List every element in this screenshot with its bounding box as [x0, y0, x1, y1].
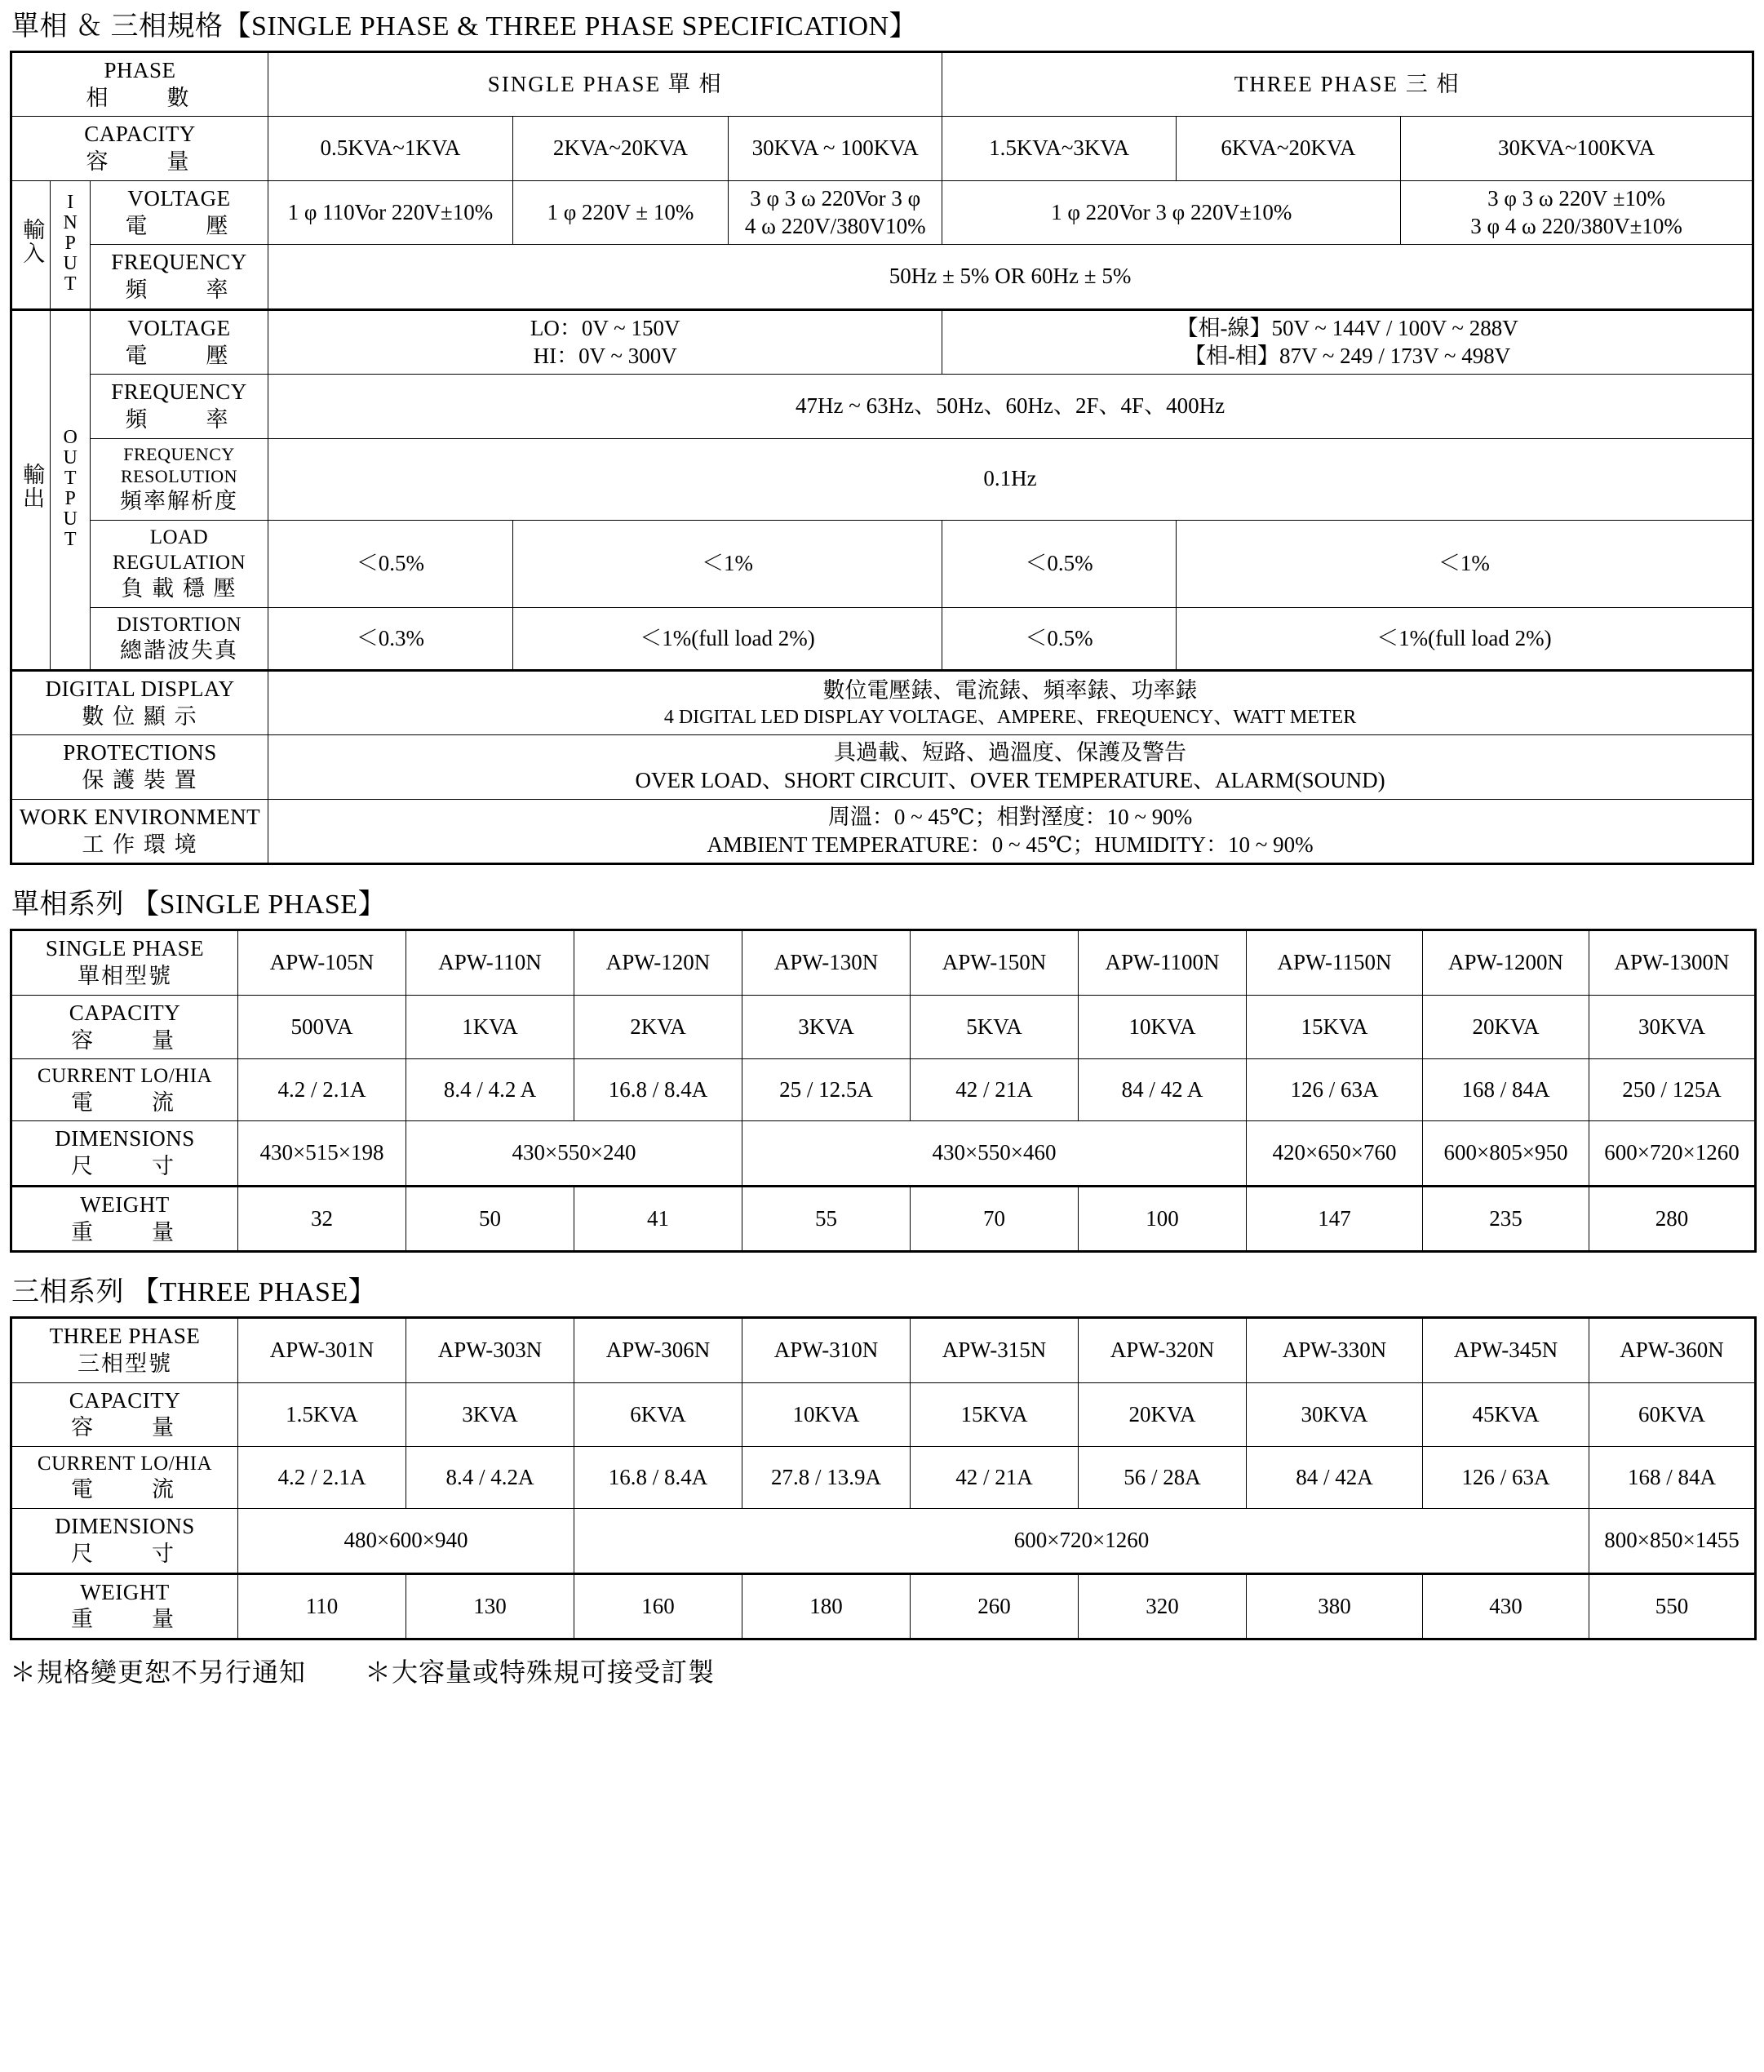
table-row-digital-display	[11, 670, 1753, 735]
output-frequency-label-en: FREQUENCY	[111, 379, 247, 405]
capacity-cell: 6KVA	[574, 1382, 742, 1447]
table-row-dimensions	[11, 1121, 1756, 1187]
dimensions-cell: 600×805×950	[1423, 1121, 1589, 1187]
capacity-cell: 30KVA	[1247, 1382, 1423, 1447]
single-phase-model-label-en: SINGLE PHASE	[45, 936, 205, 961]
frequency-resolution-value: 0.1Hz	[268, 438, 1753, 520]
input-side-text-en: I N P U T	[63, 191, 78, 295]
capacity-cell: 45KVA	[1423, 1382, 1589, 1447]
current-cell: 16.8 / 8.4A	[574, 1447, 742, 1509]
capacity-cell: 30KVA	[1589, 995, 1756, 1059]
table-row-weight	[11, 1186, 1756, 1252]
input-voltage-line1: 3 φ 3 ω 220Vor 3 φ	[750, 185, 921, 211]
three-phase-model-label-en: THREE PHASE	[49, 1324, 201, 1349]
output-side-label-zh	[11, 309, 51, 670]
table-row-phase	[11, 51, 1753, 117]
distortion-value: ＜1%(full load 2%)	[512, 607, 942, 670]
current-cell: 27.8 / 13.9A	[742, 1447, 911, 1509]
digital-display-line1: 數位電壓錶、電流錶、頻率錶、功率錶	[822, 677, 1198, 703]
weight-cell: 41	[574, 1186, 742, 1252]
capacity-value: 30KVA~100KVA	[1401, 117, 1753, 181]
capacity-cell: 20KVA	[1423, 995, 1589, 1059]
output-voltage-three	[942, 309, 1753, 375]
table-row-distortion	[11, 607, 1753, 670]
three-phase-dimensions-label-zh: 尺 寸	[71, 1541, 179, 1566]
input-voltage-label	[90, 180, 268, 245]
single-phase-weight-label-en: WEIGHT	[80, 1191, 170, 1217]
single-phase-capacity-label	[11, 995, 238, 1059]
current-cell: 84 / 42A	[1247, 1447, 1423, 1509]
model-cell: APW-1300N	[1589, 930, 1756, 996]
model-cell: APW-110N	[406, 930, 574, 996]
capacity-cell: 3KVA	[406, 1382, 574, 1447]
input-frequency-label	[90, 245, 268, 310]
distortion-label-zh: 總諧波失真	[120, 638, 238, 663]
phase-label-en: PHASE	[104, 57, 176, 82]
capacity-value: 2KVA~20KVA	[512, 117, 728, 181]
three-phase-capacity-label	[11, 1382, 238, 1447]
three-phase-weight-label-en: WEIGHT	[80, 1579, 170, 1604]
current-cell: 126 / 63A	[1423, 1447, 1589, 1509]
current-cell: 168 / 84A	[1423, 1059, 1589, 1121]
load-regulation-value: ＜0.5%	[942, 520, 1176, 607]
table-row-model	[11, 930, 1756, 996]
model-cell: APW-301N	[238, 1318, 406, 1383]
current-cell: 4.2 / 2.1A	[238, 1059, 406, 1121]
current-cell: 25 / 12.5A	[742, 1059, 911, 1121]
three-phase-title: 三相系列 【THREE PHASE】	[11, 1277, 377, 1308]
output-side-label-en	[51, 309, 90, 670]
three-phase-model-label-zh: 三相型號	[78, 1351, 172, 1376]
load-regulation-value: ＜1%	[512, 520, 942, 607]
weight-cell: 280	[1589, 1186, 1756, 1252]
single-phase-current-label-en: CURRENT LO/HIA	[37, 1065, 213, 1088]
footer-note-2: ＊大容量或特殊規可接受訂製	[365, 1657, 716, 1688]
distortion-value: ＜0.3%	[268, 607, 513, 670]
work-environment-label-zh: 工 作 環 境	[82, 832, 198, 857]
capacity-cell: 2KVA	[574, 995, 742, 1059]
capacity-label	[11, 117, 268, 181]
output-frequency-value: 47Hz ~ 63Hz、50Hz、60Hz、2F、4F、400Hz	[268, 375, 1753, 439]
capacity-label-zh: 容 量	[86, 149, 194, 175]
input-voltage-value: 1 φ 220Vor 3 φ 220V±10%	[942, 180, 1401, 245]
single-phase-model-label-zh: 單相型號	[78, 964, 172, 989]
three-phase-weight-label-zh: 重 量	[71, 1607, 179, 1632]
three-phase-current-label	[11, 1447, 238, 1509]
output-voltage-phase-line: 【相-線】50V ~ 144V / 100V ~ 288V	[1176, 315, 1518, 340]
capacity-cell: 1KVA	[406, 995, 574, 1059]
weight-cell: 260	[911, 1573, 1079, 1639]
table-row-model	[11, 1318, 1756, 1383]
specification-table	[10, 51, 1754, 866]
input-side-label-zh	[11, 180, 51, 309]
three-phase-dimensions-label	[11, 1509, 238, 1574]
output-voltage-single	[268, 309, 942, 375]
input-side-label-en	[51, 180, 90, 309]
weight-cell: 160	[574, 1573, 742, 1639]
footer-notes	[10, 1652, 1754, 1689]
digital-display-value	[268, 670, 1753, 735]
weight-cell: 380	[1247, 1573, 1423, 1639]
work-environment-label-en: WORK ENVIRONMENT	[19, 804, 261, 829]
output-voltage-label-zh: 電 壓	[125, 343, 233, 368]
capacity-cell: 15KVA	[911, 1382, 1079, 1447]
current-cell: 168 / 84A	[1589, 1447, 1756, 1509]
single-phase-weight-label-zh: 重 量	[71, 1219, 179, 1245]
table-row-capacity	[11, 117, 1753, 181]
protections-line2: OVER LOAD、SHORT CIRCUIT、OVER TEMPERATURE、ALARM(SOUND)	[635, 768, 1385, 793]
capacity-cell: 60KVA	[1589, 1382, 1756, 1447]
frequency-resolution-label	[90, 438, 268, 520]
capacity-value: 6KVA~20KVA	[1176, 117, 1400, 181]
model-cell: APW-130N	[742, 930, 911, 996]
capacity-cell: 3KVA	[742, 995, 911, 1059]
single-phase-current-label	[11, 1059, 238, 1121]
weight-cell: 180	[742, 1573, 911, 1639]
digital-display-label-zh: 數 位 顯 示	[82, 703, 198, 729]
weight-cell: 100	[1079, 1186, 1247, 1252]
current-cell: 8.4 / 4.2 A	[406, 1059, 574, 1121]
dimensions-cell: 800×850×1455	[1589, 1509, 1756, 1574]
model-cell: APW-120N	[574, 930, 742, 996]
input-frequency-value: 50Hz ± 5% OR 60Hz ± 5%	[268, 245, 1753, 310]
protections-line1: 具過載、短路、過溫度、保護及警告	[834, 740, 1187, 765]
output-voltage-lo: LO：0V ~ 150V	[530, 315, 680, 340]
three-phase-current-label-en: CURRENT LO/HIA	[37, 1453, 213, 1475]
three-phase-capacity-label-en: CAPACITY	[69, 1387, 181, 1413]
dimensions-cell: 430×515×198	[238, 1121, 406, 1187]
weight-cell: 430	[1423, 1573, 1589, 1639]
output-frequency-label-zh: 頻 率	[125, 407, 233, 433]
current-cell: 42 / 21A	[911, 1447, 1079, 1509]
capacity-cell: 10KVA	[742, 1382, 911, 1447]
load-regulation-label-en: LOAD REGULATION	[112, 526, 246, 574]
capacity-cell: 500VA	[238, 995, 406, 1059]
model-cell: APW-150N	[911, 930, 1079, 996]
single-phase-title: 單相系列 【SINGLE PHASE】	[11, 890, 387, 921]
input-frequency-label-zh: 頻 率	[125, 277, 233, 303]
three-phase-table	[10, 1316, 1757, 1640]
table-row-frequency-resolution	[11, 438, 1753, 520]
output-voltage-label-en: VOLTAGE	[127, 315, 231, 340]
phase-label	[11, 51, 268, 117]
table-row-capacity	[11, 995, 1756, 1059]
output-voltage-label	[90, 309, 268, 375]
three-phase-weight-label	[11, 1573, 238, 1639]
output-voltage-phase-phase: 【相-相】87V ~ 249 / 173V ~ 498V	[1184, 343, 1511, 368]
capacity-cell: 1.5KVA	[238, 1382, 406, 1447]
single-phase-table	[10, 929, 1757, 1253]
work-environment-value	[268, 799, 1753, 864]
model-cell: APW-315N	[911, 1318, 1079, 1383]
model-cell: APW-330N	[1247, 1318, 1423, 1383]
three-phase-model-label	[11, 1318, 238, 1383]
weight-cell: 50	[406, 1186, 574, 1252]
weight-cell: 55	[742, 1186, 911, 1252]
weight-cell: 130	[406, 1573, 574, 1639]
current-cell: 250 / 125A	[1589, 1059, 1756, 1121]
single-phase-capacity-label-en: CAPACITY	[69, 1000, 181, 1025]
model-cell: APW-320N	[1079, 1318, 1247, 1383]
table-row-current	[11, 1447, 1756, 1509]
current-cell: 16.8 / 8.4A	[574, 1059, 742, 1121]
frequency-resolution-label-en: FREQUENCY RESOLUTION	[120, 443, 238, 487]
input-voltage-value	[1401, 180, 1753, 245]
model-cell: APW-303N	[406, 1318, 574, 1383]
dimensions-cell: 430×550×240	[406, 1121, 742, 1187]
current-cell: 126 / 63A	[1247, 1059, 1423, 1121]
input-voltage-value: 1 φ 110Vor 220V±10%	[268, 180, 513, 245]
capacity-cell: 10KVA	[1079, 995, 1247, 1059]
dimensions-cell: 420×650×760	[1247, 1121, 1423, 1187]
table-row-input-frequency	[11, 245, 1753, 310]
spec-table-title: 單相 ＆ 三相規格【SINGLE PHASE & THREE PHASE SPECIFICATION】	[11, 11, 918, 42]
current-cell: 8.4 / 4.2A	[406, 1447, 574, 1509]
model-cell: APW-1200N	[1423, 930, 1589, 996]
three-phase-dimensions-label-en: DIMENSIONS	[55, 1514, 195, 1539]
table-row-input-voltage	[11, 180, 1753, 245]
table-row-capacity	[11, 1382, 1756, 1447]
load-regulation-value: ＜1%	[1176, 520, 1753, 607]
current-cell: 4.2 / 2.1A	[238, 1447, 406, 1509]
input-frequency-label-en: FREQUENCY	[111, 250, 247, 275]
table-row-output-voltage	[11, 309, 1753, 375]
table-row-output-frequency	[11, 375, 1753, 439]
table-row-dimensions	[11, 1509, 1756, 1574]
input-voltage-line1: 3 φ 3 ω 220V ±10%	[1487, 185, 1666, 211]
distortion-label-en: DISTORTION	[116, 613, 242, 636]
single-phase-dimensions-label-en: DIMENSIONS	[55, 1126, 195, 1151]
output-voltage-hi: HI：0V ~ 300V	[533, 343, 677, 368]
table-row-load-regulation	[11, 520, 1753, 607]
weight-cell: 147	[1247, 1186, 1423, 1252]
weight-cell: 550	[1589, 1573, 1756, 1639]
weight-cell: 70	[911, 1186, 1079, 1252]
input-voltage-label-zh: 電 壓	[125, 213, 233, 238]
frequency-resolution-label-zh: 頻率解析度	[120, 488, 238, 513]
model-cell: APW-306N	[574, 1318, 742, 1383]
capacity-value: 0.5KVA~1KVA	[268, 117, 513, 181]
load-regulation-value: ＜0.5%	[268, 520, 513, 607]
table-row-protections	[11, 735, 1753, 800]
distortion-value: ＜1%(full load 2%)	[1176, 607, 1753, 670]
load-regulation-label-zh: 負 載 穩 壓	[121, 576, 237, 601]
model-cell: APW-1100N	[1079, 930, 1247, 996]
protections-value	[268, 735, 1753, 800]
output-side-text: 輸出	[20, 463, 45, 511]
table-row-current	[11, 1059, 1756, 1121]
capacity-cell: 5KVA	[911, 995, 1079, 1059]
dimensions-cell: 430×550×460	[742, 1121, 1247, 1187]
work-environment-label	[11, 799, 268, 864]
table-row-weight	[11, 1573, 1756, 1639]
model-cell: APW-310N	[742, 1318, 911, 1383]
model-cell: APW-105N	[238, 930, 406, 996]
input-side-text: 輸入	[20, 217, 45, 265]
protections-label	[11, 735, 268, 800]
dimensions-cell: 600×720×1260	[574, 1509, 1589, 1574]
protections-label-zh: 保 護 裝 置	[82, 768, 198, 793]
protections-label-en: PROTECTIONS	[63, 740, 217, 765]
input-voltage-value: 1 φ 220V ± 10%	[512, 180, 728, 245]
single-phase-dimensions-label	[11, 1121, 238, 1187]
work-environment-line2: AMBIENT TEMPERATURE：0 ~ 45℃；HUMIDITY：10 ~ 90%	[707, 832, 1314, 857]
three-phase-current-label-zh: 電 流	[71, 1477, 179, 1502]
distortion-label	[90, 607, 268, 670]
output-side-text-en: O U T P U T	[63, 426, 78, 551]
model-cell: APW-1150N	[1247, 930, 1423, 996]
digital-display-label-en: DIGITAL DISPLAY	[45, 676, 235, 701]
single-phase-weight-label	[11, 1186, 238, 1252]
capacity-value: 30KVA ~ 100KVA	[729, 117, 942, 181]
model-cell: APW-360N	[1589, 1318, 1756, 1383]
table-row-work-environment	[11, 799, 1753, 864]
phase-label-zh: 相 數	[86, 85, 194, 110]
dimensions-cell: 480×600×940	[238, 1509, 574, 1574]
three-phase-capacity-label-zh: 容 量	[71, 1415, 179, 1440]
weight-cell: 235	[1423, 1186, 1589, 1252]
output-frequency-label	[90, 375, 268, 439]
weight-cell: 110	[238, 1573, 406, 1639]
current-cell: 42 / 21A	[911, 1059, 1079, 1121]
input-voltage-label-en: VOLTAGE	[127, 185, 231, 211]
input-voltage-line2: 4 ω 220V/380V10%	[744, 213, 926, 238]
capacity-cell: 20KVA	[1079, 1382, 1247, 1447]
digital-display-line2: 4 DIGITAL LED DISPLAY VOLTAGE、AMPERE、FREQUENCY、WATT METER	[663, 706, 1357, 728]
single-phase-header: SINGLE PHASE 單 相	[268, 51, 942, 117]
work-environment-line1: 周溫：0 ~ 45℃；相對溼度：10 ~ 90%	[827, 804, 1193, 829]
capacity-label-en: CAPACITY	[84, 122, 196, 147]
current-cell: 84 / 42 A	[1079, 1059, 1247, 1121]
single-phase-dimensions-label-zh: 尺 寸	[71, 1154, 179, 1179]
weight-cell: 32	[238, 1186, 406, 1252]
weight-cell: 320	[1079, 1573, 1247, 1639]
input-voltage-line2: 3 φ 4 ω 220/380V±10%	[1470, 213, 1682, 238]
load-regulation-label	[90, 520, 268, 607]
input-voltage-value	[729, 180, 942, 245]
distortion-value: ＜0.5%	[942, 607, 1176, 670]
digital-display-label	[11, 670, 268, 735]
single-phase-capacity-label-zh: 容 量	[71, 1027, 179, 1053]
current-cell: 56 / 28A	[1079, 1447, 1247, 1509]
single-phase-model-label	[11, 930, 238, 996]
dimensions-cell: 600×720×1260	[1589, 1121, 1756, 1187]
model-cell: APW-345N	[1423, 1318, 1589, 1383]
single-phase-current-label-zh: 電 流	[71, 1089, 179, 1115]
capacity-cell: 15KVA	[1247, 995, 1423, 1059]
footer-note-1: ＊規格變更恕不另行通知	[10, 1657, 307, 1688]
capacity-value: 1.5KVA~3KVA	[942, 117, 1176, 181]
three-phase-header: THREE PHASE 三 相	[942, 51, 1753, 117]
